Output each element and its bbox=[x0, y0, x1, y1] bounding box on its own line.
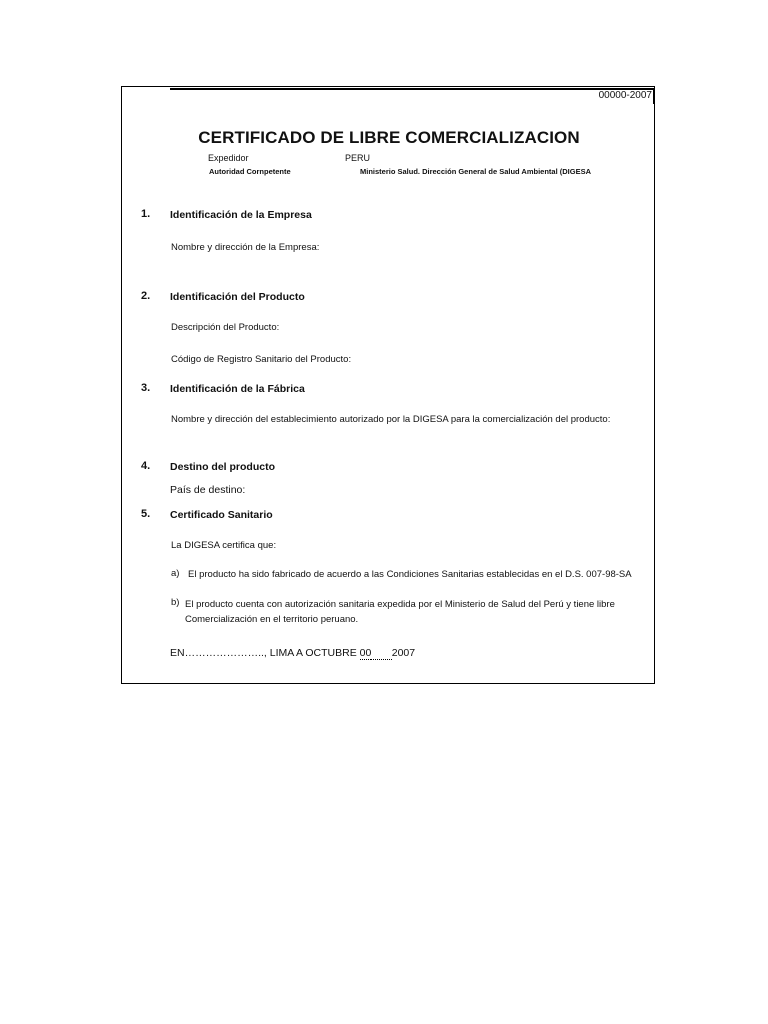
item-a-text: El producto ha sido fabricado de acuerdo a las Condiciones Sanitarias establecidas en el D.S. 007-98-SA bbox=[188, 569, 632, 580]
item-b-marker: b) bbox=[171, 597, 180, 608]
fabrica-field: Nombre y dirección del establecimiento autorizado por la DIGESA para la comercialización del producto: bbox=[171, 414, 611, 425]
footer-day-blank bbox=[371, 647, 391, 660]
section-1-heading: Identificación de la Empresa bbox=[170, 209, 312, 221]
footer-line bbox=[170, 647, 415, 659]
section-2-number: 2. bbox=[141, 290, 151, 302]
section-4-number: 4. bbox=[141, 460, 151, 472]
section-2-heading: Identificación del Producto bbox=[170, 291, 305, 303]
expedidor-label: Expedidor bbox=[208, 153, 249, 163]
item-a-marker: a) bbox=[171, 568, 180, 579]
footer-prefix: EN………………….., LIMA A OCTUBRE bbox=[170, 647, 357, 659]
section-5-heading: Certificado Sanitario bbox=[170, 509, 273, 521]
descripcion-field: Descripción del Producto: bbox=[171, 322, 280, 333]
footer-year: 2007 bbox=[391, 647, 416, 659]
section-3-heading: Identificación de la Fábrica bbox=[170, 383, 305, 395]
item-b-text: El producto cuenta con autorización sanitaria expedida por el Ministerio de Salud del Perú y tiene libre Comercialización en el territorio peruano. bbox=[185, 599, 615, 625]
expedidor-value: PERU bbox=[345, 153, 371, 163]
certificate-document bbox=[121, 86, 655, 684]
codigo-field: Código de Registro Sanitario del Producto: bbox=[171, 354, 352, 365]
document-number: 00000-2007 bbox=[598, 90, 652, 101]
text-cursor bbox=[653, 90, 654, 104]
empresa-field: Nombre y dirección de la Empresa: bbox=[171, 242, 320, 253]
section-5-number: 5. bbox=[141, 508, 151, 520]
section-4-heading: Destino del producto bbox=[170, 461, 275, 473]
pais-field: País de destino: bbox=[170, 484, 246, 496]
autoridad-label: Autoridad Cornpetente bbox=[209, 167, 291, 176]
section-1-number: 1. bbox=[141, 208, 151, 220]
certifica-field: La DIGESA certifica que: bbox=[171, 540, 277, 551]
footer-day: 00 bbox=[359, 647, 372, 659]
autoridad-value: Ministerio Salud. Dirección General de Salud Ambiental (DIGESA bbox=[360, 167, 592, 176]
document-title: CERTIFICADO DE LIBRE COMERCIALIZACION bbox=[198, 128, 580, 147]
top-rule bbox=[170, 88, 654, 90]
section-3-number: 3. bbox=[141, 382, 151, 394]
